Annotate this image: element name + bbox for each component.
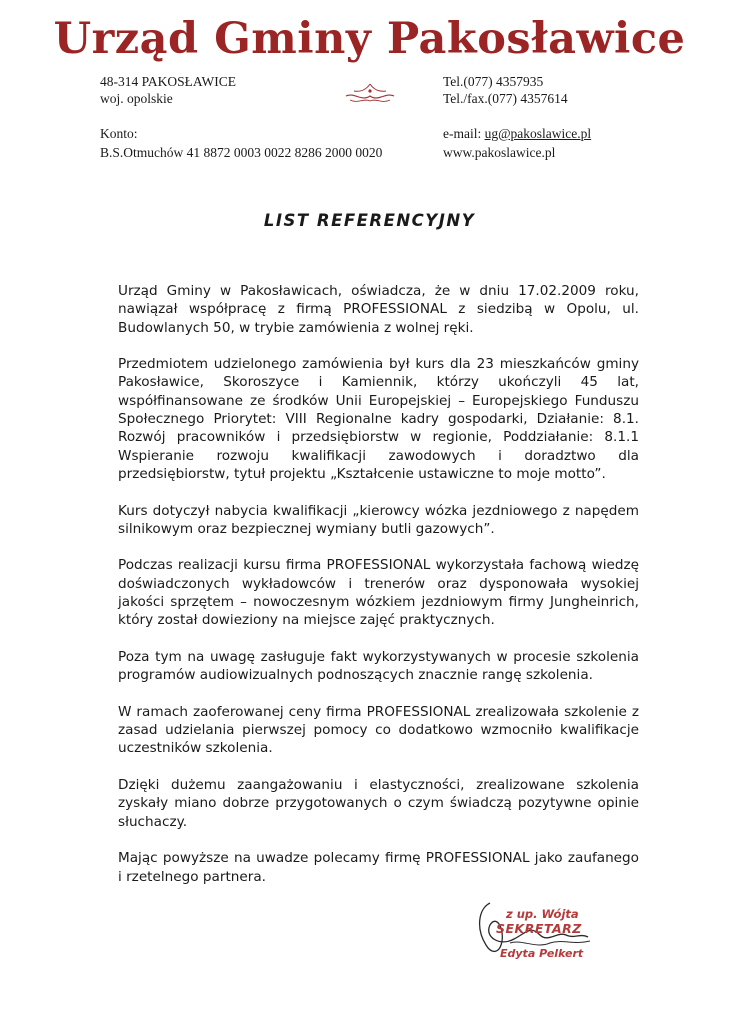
letter-body bbox=[118, 282, 639, 904]
signature-stamp bbox=[470, 895, 610, 975]
contact-online bbox=[443, 124, 591, 162]
address-line-1: 48-314 PAKOSŁAWICE bbox=[100, 74, 237, 89]
paragraph: Poza tym na uwagę zasługuje fakt wykorzystywanych w procesie szkolenia programów audiowizualnych podnoszących znacznie rangę szkolenia. bbox=[118, 648, 639, 684]
document-heading: LIST REFERENCYJNY bbox=[263, 211, 476, 230]
office-address bbox=[100, 73, 236, 107]
ornament-icon bbox=[340, 80, 400, 108]
paragraph: W ramach zaoferowanej ceny firma PROFESSIONAL zrealizowała szkolenie z zasad udzielania pierwszej pomocy co dodatkowo wzmocniło kwalifikacje uczestników szkolenia. bbox=[118, 703, 639, 757]
email-label: e-mail: bbox=[443, 126, 485, 141]
stamp-line-3: Edyta Pelkert bbox=[500, 947, 584, 960]
stamp-line-2: SEKRETARZ bbox=[496, 921, 582, 936]
paragraph: Urząd Gminy w Pakosławicach, oświadcza, że w dniu 17.02.2009 roku, nawiązał współpracę z firmą PROFESSIONAL z siedzibą w Opolu, ul. Budowlanych 50, w trybie zamówienia z wolnej ręki. bbox=[118, 283, 639, 336]
bank-account bbox=[100, 124, 382, 162]
email-row bbox=[443, 124, 591, 143]
account-number: B.S.Otmuchów 41 8872 0003 0022 8286 2000 0020 bbox=[100, 145, 383, 160]
paragraph: Przedmiotem udzielonego zamówienia był kurs dla 23 mieszkańców gminy Pakosławice, Skoroszyce i Kamiennik, którzy ukończyli 45 lat, współfinansowane ze środków Unii Europejskiej – Europejskiego Funduszu Społecznego Priorytet: VIII Regionalne kadry gospodarki, Działanie: 8.1. Rozwój pracowników i przedsiębiorstw w regionie, Poddziałanie: 8.1.1 Wspieranie rozwoju kwalifikacji zawodowych i doradztwo dla przedsiębiorstw, tytuł projektu „Kształcenie ustawiczne to moje motto”. bbox=[118, 356, 639, 482]
website-link[interactable]: www.pakoslawice.pl bbox=[443, 145, 556, 160]
phone-number: Tel.(077) 4357935 bbox=[443, 74, 544, 89]
email-link[interactable]: ug@pakoslawice.pl bbox=[484, 126, 592, 141]
account-label: Konto: bbox=[100, 126, 138, 141]
stamp-line-1: z up. Wójta bbox=[506, 907, 579, 921]
address-line-2: woj. opolskie bbox=[100, 91, 173, 106]
contact-phones bbox=[443, 73, 568, 107]
paragraph: Kurs dotyczył nabycia kwalifikacji „kierowcy wózka jezdniowego z napędem silnikowym oraz bezpiecznej wymiany butli gazowych”. bbox=[118, 502, 639, 537]
paragraph: Dzięki dużemu zaangażowaniu i elastyczności, zrealizowane szkolenia zyskały miano dobrze przygotowanych o czym świadczą pozytywne opinie słuchaczy. bbox=[118, 777, 639, 830]
paragraph: Mając powyższe na uwadze polecamy firmę PROFESSIONAL jako zaufanego i rzetelnego partnera. bbox=[118, 850, 639, 885]
fax-number: Tel./fax.(077) 4357614 bbox=[443, 91, 568, 106]
paragraph: Podczas realizacji kursu firma PROFESSIONAL wykorzystała fachową wiedzę doświadczonych wykładowców i trenerów oraz dysponowała wysokiej jakości sprzętem – nowoczesnym wózkiem jezdniowym firmy Jungheinrich, który został dowieziony na miejsce zajęć praktycznych. bbox=[118, 557, 639, 629]
letterhead-title: Urząd Gminy Pakosławice bbox=[53, 14, 686, 64]
